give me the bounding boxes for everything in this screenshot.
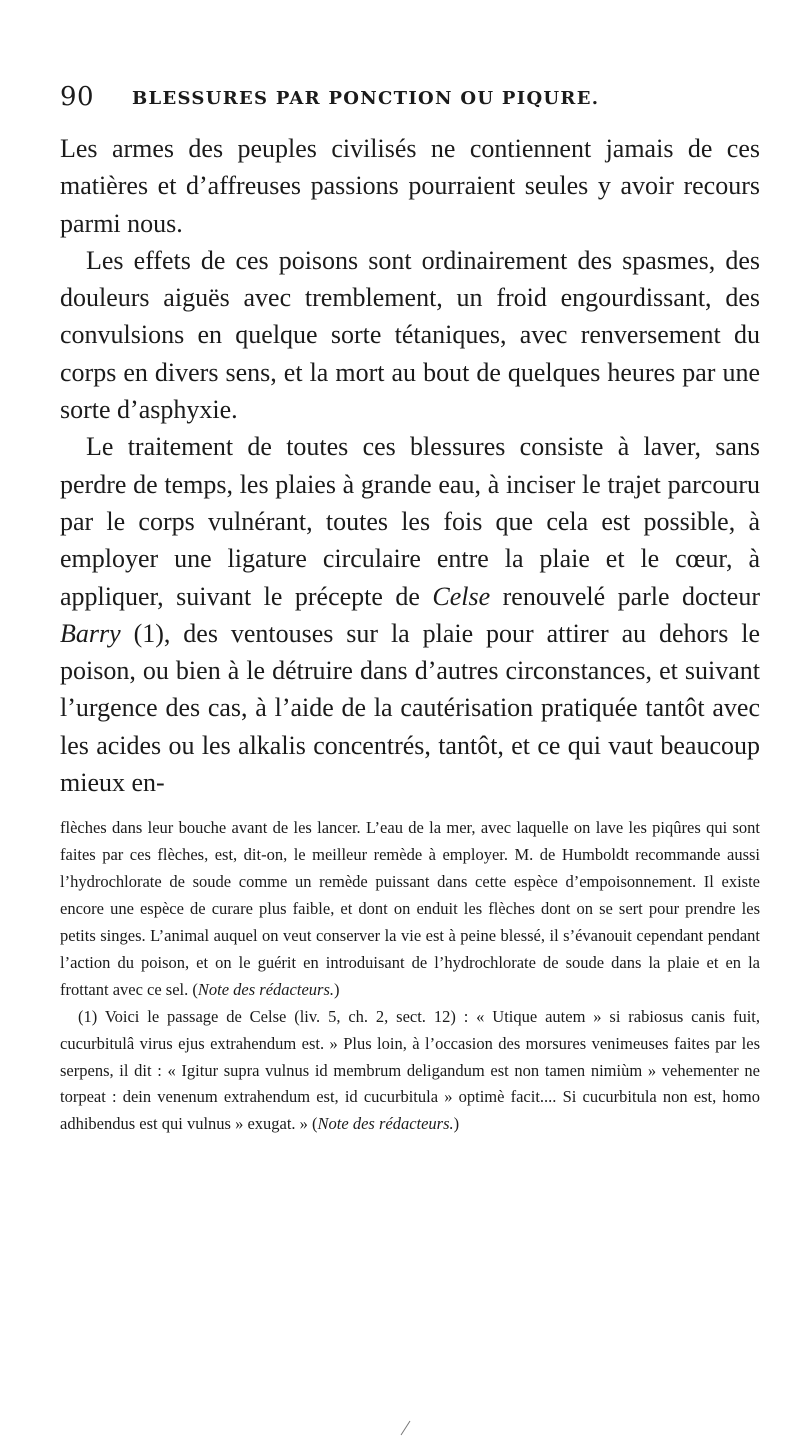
paragraph-2: Les effets de ces poisons sont ordinairement des spasmes, des douleurs aiguës avec tremblement, un froid engourdissant, des convulsions en quelque sorte tétaniques, avec renversement du corps en divers sens, et la mort au bout de quelques heures par une sorte d’asphyxie. bbox=[60, 245, 760, 425]
paragraph-3 bbox=[60, 428, 760, 801]
paper-mark bbox=[400, 1420, 412, 1436]
celse-name: Celse bbox=[432, 581, 491, 611]
main-text bbox=[60, 130, 760, 801]
page-header bbox=[60, 60, 760, 112]
paragraph-3-part-3: (1), des ventouses sur la plaie pour attirer au dehors le poison, ou bien à le détruire dans d’autres circonstances, et suivant l’urgence des cas, à l’aide de la cautérisation pratiquée tantôt avec les acides ou les alkalis concentrés, tantôt, et ce qui vaut beaucoup mieux en- bbox=[60, 618, 760, 798]
footnote-1 bbox=[60, 1004, 760, 1139]
footnote-continuation-close: ) bbox=[334, 979, 340, 999]
footnotes bbox=[60, 815, 760, 1138]
footnote-1-close: ) bbox=[453, 1114, 460, 1134]
page-number: 90 bbox=[60, 82, 95, 112]
paragraph-3-part-1: Le traitement de toutes ces blessures consiste à laver, sans perdre de temps, les plaies à grande eau, à inciser le trajet parcouru par le corps vulnérant, toutes les fois que cela est possible, à employer une ligature circulaire entre la plaie et le cœur, à appliquer, suivant le précepte de bbox=[60, 432, 760, 611]
book-page bbox=[60, 60, 760, 1138]
footnote-continuation-note-label: Note des rédacteurs. bbox=[197, 979, 334, 999]
footnote-1-text: (1) Voici le passage de Celse (liv. 5, ch. 2, sect. 12) : « Utique autem » si rabiosus canis fuit, cucurbitulâ virus ejus extrahendum est. » Plus loin, à l’occasion des morsures venimeuses faites par les serpens, il dit : « Igitur supra vulnus id membrum deligandum est non tamen nimiùm » vehementer ne torpeat : dein venenum extrahendum est, id cucurbitula » optimè facit.... Si cucurbitula non est, homo adhibendus est qui vulnus » exugat. » ( bbox=[60, 1006, 760, 1134]
barry-name: Barry bbox=[60, 618, 121, 648]
running-title: BLESSURES PAR PONCTION OU PIQURE. bbox=[132, 88, 600, 109]
footnote-continuation bbox=[60, 815, 760, 1003]
footnote-continuation-text: flèches dans leur bouche avant de les lancer. L’eau de la mer, avec laquelle on lave les piqûres qui sont faites par ces flèches, est, dit-on, le meilleur remède à employer. M. de Humboldt recommande aussi l’hydrochlorate de soude comme un remède puissant dans cette espèce d’empoisonnement. Il existe encore une espèce de curare plus faible, et dont on enduit les flèches dont on se sert pour prendre les petits singes. L’animal auquel on veut conserver la vie est à peine blessé, il s’évanouit cependant pendant l’action du poison, et on le guérit en introduisant de l’hydrochlorate de soude dans la plaie et en la frottant avec ce sel. ( bbox=[60, 818, 760, 999]
paragraph-3-part-2: renouvelé parle docteur bbox=[490, 581, 760, 611]
paragraph-1: Les armes des peuples civilisés ne contiennent jamais de ces matières et d’affreuses passions pourraient seules y avoir recours parmi nous. bbox=[60, 134, 760, 238]
footnote-1-note-label: Note des rédacteurs. bbox=[317, 1114, 454, 1134]
